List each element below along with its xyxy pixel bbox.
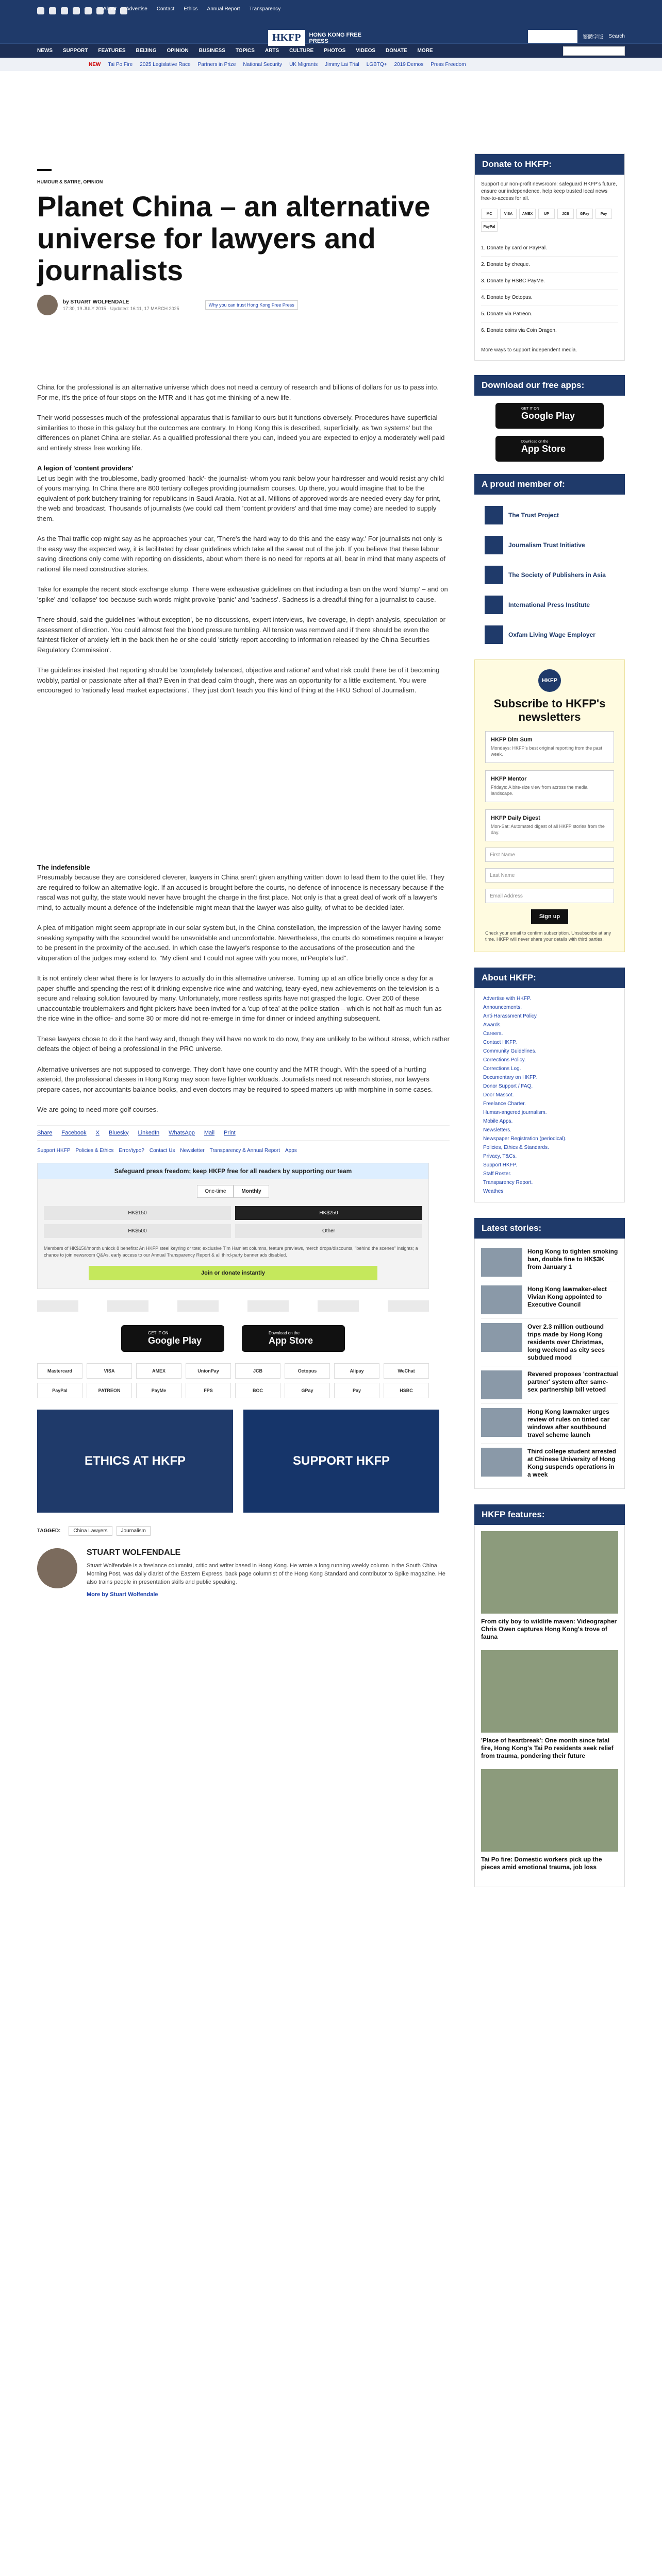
tab-monthly[interactable]: Monthly	[234, 1185, 269, 1198]
about-link[interactable]: Weathes	[483, 1189, 504, 1194]
whatsapp-share[interactable]: WhatsApp	[169, 1129, 195, 1136]
badge-big: App Store	[269, 1335, 313, 1346]
story-title: Revered proposes 'contractual partner' system after same-sex partnership bill vetoed	[527, 1370, 618, 1393]
more-ways-link[interactable]: More ways to support independent media.	[481, 347, 577, 353]
top-right	[528, 30, 625, 43]
trending-link[interactable]: LGBTQ+	[366, 61, 387, 67]
app-store-button[interactable]	[242, 1325, 345, 1352]
top-link[interactable]: Transparency	[249, 6, 281, 12]
nav-item[interactable]: BEIJING	[136, 48, 157, 54]
trending-link[interactable]: Tai Po Fire	[108, 61, 133, 67]
mail-share[interactable]: Mail	[204, 1129, 215, 1136]
paragraph: Let us begin with the troublesome, badly groomed 'hack'- the journalist- whom you rank below your hairdresser and would resist any child of yours marrying. In China there are 800 tertiary colleges providing journalism courses. Up there, you would imagine that to be the equivalent of pork butchery training for republicans in Saudi Arabia. Not at all. Millions of approved words are needed every day for print, the web and broadcast. Thousands of journalists (we could call them 'content providers' and that time may come) are needed to supply them.	[37, 474, 444, 522]
about-link[interactable]: Policies, Ethics & Standards.	[483, 1145, 549, 1150]
about-link[interactable]: Staff Roster.	[483, 1171, 511, 1177]
nav-item[interactable]: SUPPORT	[63, 48, 88, 54]
top-link[interactable]: Advertise	[126, 6, 147, 12]
about-link[interactable]: Transparency Report.	[483, 1180, 533, 1185]
author-avatar	[37, 295, 58, 315]
support-hkfp-button[interactable]: SUPPORT HKFP	[528, 30, 577, 43]
trending-link[interactable]: UK Migrants	[289, 61, 318, 67]
amount-options	[44, 1206, 422, 1238]
newsletter-name: HKFP Dim Sum	[491, 737, 533, 743]
story-thumbnail	[481, 1448, 522, 1477]
about-link[interactable]: Door Mascot.	[483, 1092, 514, 1098]
paragraph: Presumably because they are considered cleverer, lawyers in China aren't given anything written down to lead them to the quiet life. They are required to follow an alternative logic. If an accused is brought before the courts, no defence of innocence is necessary because if the rascal was not guilty, the state would never have brought the charge in the first place. Not only is that a great deal of work off a lawyer's mind, to actually mount a defence of the indefensible might mean that the lawyer was also guilty, of what to be decided later.	[37, 873, 444, 911]
nav-item[interactable]: OPINION	[167, 48, 189, 54]
newsletter-desc: Fridays: A bite-size view from across the media landscape.	[491, 785, 588, 796]
facebook-icon[interactable]	[37, 7, 44, 14]
newsletter-signup	[474, 659, 625, 952]
org-name: The Society of Publishers in Asia	[508, 571, 606, 579]
payment-icon[interactable]: BOC	[235, 1383, 280, 1398]
org-name: Journalism Trust Initiative	[508, 541, 585, 549]
app-store-button[interactable]	[495, 436, 604, 462]
paragraph: There should, said the guidelines 'without exception', be no discussions, expert interviews, live coverage, in-depth analysis, speculation or assessment of direction. You could almost feel the blood pressure tumbling. All tension was removed and if there should be even the faintest flicker of anxiety left in the back then he or she could 'strictly report according to information released by the China Securities Regulatory Commission'.	[37, 616, 445, 654]
nav-item[interactable]: VIDEOS	[356, 48, 376, 54]
share-bar	[37, 1125, 450, 1141]
paragraph: Their world possesses much of the professional apparatus that is familiar to ours but it functions obversely. Procedures have superficial similarities to those in this galaxy but the outcomes are contrary. In Hong Kong this is described, superficially, as 'two systems' but the differences on planet China are stellar. As a qualified professional there you can, indeed you are expected to enjoy a moderately well paid and entirely stress free working life.	[37, 414, 445, 452]
payment-icon[interactable]: PATREON	[87, 1383, 132, 1398]
more-by-author-link[interactable]: More by Stuart Wolfendale	[87, 1591, 158, 1598]
story-title: Hong Kong to tighten smoking ban, double fine to HK$3K from January 1	[527, 1248, 618, 1270]
newsletter-name: HKFP Daily Digest	[491, 815, 540, 821]
about-link[interactable]: Documentary on HKFP.	[483, 1075, 537, 1080]
member-org[interactable]	[485, 625, 615, 644]
card-icon: GPay	[576, 209, 593, 219]
payment-icon[interactable]: VISA	[87, 1363, 132, 1379]
newsletter-option[interactable]	[485, 809, 614, 841]
badge-big: Google Play	[148, 1335, 202, 1346]
top-bar	[0, 0, 662, 43]
apps-title: Download our free apps:	[474, 375, 625, 396]
story-title: Hong Kong lawmaker-elect Vivian Kong appointed to Executive Council	[527, 1285, 607, 1308]
payment-icon[interactable]: JCB	[235, 1363, 280, 1379]
paragraph: Alternative universes are not supposed to converge. They don't have one country and the MTR though. With the speed of a hurtling asteroid, the professional classes in Hong Kong may soon have lighter workloads. Journalists need not research stories, nor lawyers prepare cases, nor accountants balance books, and even doctors may be required to speed matters up with morphine in some cases.	[37, 1065, 433, 1093]
footer-link[interactable]: Support HKFP	[37, 1147, 71, 1154]
card-icon: Pay	[595, 209, 612, 219]
tab-one-time[interactable]: One-time	[197, 1185, 234, 1198]
footer-link[interactable]: Newsletter	[180, 1147, 205, 1154]
x-share[interactable]: X	[95, 1129, 100, 1136]
newsletter-desc: Mondays: HKFP's best original reporting from the past week.	[491, 745, 602, 757]
donation-methods	[481, 240, 618, 338]
author-box-name[interactable]: STUART WOLFENDALE	[87, 1548, 181, 1557]
about-link[interactable]: Donor Support / FAQ.	[483, 1083, 533, 1089]
trending-link[interactable]: National Security	[243, 61, 283, 67]
feature-story[interactable]	[481, 1650, 618, 1760]
about-link[interactable]: Newsletters.	[483, 1127, 512, 1133]
payment-icon[interactable]: FPS	[186, 1383, 231, 1398]
badge-big: App Store	[521, 444, 566, 454]
nav-item[interactable]: ARTS	[264, 48, 279, 54]
footer-link[interactable]: Transparency & Annual Report	[209, 1147, 280, 1154]
member-org[interactable]	[485, 536, 615, 554]
author-photo	[37, 1548, 77, 1588]
search-input[interactable]	[563, 46, 625, 56]
about-title: About HKFP:	[474, 968, 625, 988]
footer-link[interactable]: Apps	[285, 1147, 297, 1154]
nav-item[interactable]: MORE	[417, 48, 433, 54]
donate-text[interactable]: Support our non-profit newsroom: safeguard HKFP's future, ensure our independence, help keep trusted local news free-to-access for all.	[481, 181, 617, 201]
about-link[interactable]: Announcements.	[483, 1005, 522, 1010]
member-org[interactable]	[485, 506, 615, 524]
donation-method[interactable]: 4. Donate by Octopus.	[481, 290, 618, 306]
share-link[interactable]: Share	[37, 1129, 53, 1136]
feature-story[interactable]	[481, 1531, 618, 1641]
bluesky-share[interactable]: Bluesky	[109, 1129, 129, 1136]
ethics-banner[interactable]: ETHICS AT HKFP	[37, 1410, 233, 1513]
donate-button[interactable]: Join or donate instantly	[89, 1266, 377, 1280]
hkfp-badge: HKFP	[538, 669, 561, 692]
org-logo	[485, 566, 503, 584]
search-link[interactable]: Search	[608, 33, 625, 39]
nav-item[interactable]: DONATE	[386, 48, 407, 54]
payment-icon[interactable]: AMEX	[136, 1363, 181, 1379]
first-name-field[interactable]: First Name	[485, 848, 614, 862]
payment-icon[interactable]: GPay	[285, 1383, 330, 1398]
nav-item[interactable]: BUSINESS	[198, 48, 225, 54]
paragraph: We are going to need more golf courses.	[37, 1106, 158, 1113]
member-logo[interactable]	[177, 1300, 219, 1312]
title-rule	[37, 169, 52, 171]
payment-icon[interactable]: UnionPay	[186, 1363, 231, 1379]
badge-small: GET IT ON	[148, 1330, 169, 1335]
about-link[interactable]: Advertise with HKFP.	[483, 996, 532, 1002]
newsletter-desc: Mon-Sat: Automated digest of all HKFP stories from the day.	[491, 824, 605, 835]
member-logo[interactable]	[107, 1300, 148, 1312]
badge-small: Download on the	[521, 440, 549, 444]
org-logo	[485, 596, 503, 614]
card-logos	[481, 209, 618, 232]
donation-method[interactable]: 6. Donate coins via Coin Dragon.	[481, 328, 557, 333]
donation-heading: Safeguard press freedom; keep HKFP free for all readers by supporting our team	[38, 1163, 428, 1179]
card-icon: JCB	[557, 209, 574, 219]
trending-link[interactable]: 2025 Legislative Race	[140, 61, 191, 67]
payment-icon[interactable]: Alipay	[334, 1363, 379, 1379]
member-title: A proud member of:	[474, 474, 625, 495]
donation-method[interactable]: 5. Donate via Patreon.	[481, 306, 618, 323]
new-label: NEW	[89, 61, 101, 67]
footer-link[interactable]: Contact Us	[149, 1147, 175, 1154]
newsletter-name: HKFP Mentor	[491, 776, 527, 782]
member-org[interactable]	[485, 566, 615, 584]
nav-item[interactable]: PHOTOS	[324, 48, 346, 54]
org-name: The Trust Project	[508, 512, 559, 519]
latest-story[interactable]	[481, 1281, 618, 1319]
facebook-share[interactable]: Facebook	[61, 1129, 87, 1136]
top-link[interactable]: About	[103, 6, 117, 12]
newsletter-option[interactable]	[485, 770, 614, 802]
promo-banners	[37, 1410, 450, 1513]
trending-bar	[0, 58, 662, 71]
payment-icon[interactable]: PayMe	[136, 1383, 181, 1398]
badge-small: GET IT ON	[521, 407, 539, 411]
logo-mark: HKFP	[268, 30, 305, 46]
member-logo[interactable]	[247, 1300, 289, 1312]
paragraph: Take for example the recent stock exchange slump. There were exhaustive guidelines on that including a ban on the word 'slump' – and on 'spike' and 'collapse' too because such words might provoke 'panic' and 'sadness'. Sadness is a dreadful thing for a journalist to cause.	[37, 585, 448, 603]
top-link[interactable]: Ethics	[184, 6, 198, 12]
x-icon[interactable]	[49, 7, 56, 14]
about-link[interactable]: Support HKFP.	[483, 1162, 517, 1168]
email-field[interactable]: Email Address	[485, 889, 614, 903]
card-icon: AMEX	[519, 209, 536, 219]
about-link[interactable]: Mobile Apps.	[483, 1118, 513, 1124]
about-link[interactable]: Careers.	[483, 1031, 503, 1037]
article-title: Planet China – an alternative universe for lawyers and journalists	[37, 190, 431, 286]
latest-title: Latest stories:	[474, 1218, 625, 1239]
amount-option[interactable]: HK$250	[235, 1206, 422, 1220]
latest-story[interactable]	[481, 1444, 618, 1483]
about-box	[474, 968, 625, 1202]
tags-label: TAGGED:	[37, 1528, 61, 1534]
print-button[interactable]: Print	[224, 1129, 236, 1136]
feature-image	[481, 1650, 618, 1733]
byline	[37, 295, 450, 315]
member-logo[interactable]	[37, 1300, 78, 1312]
donation-method[interactable]: 2. Donate by cheque.	[481, 257, 618, 273]
paragraph: These lawyers chose to do it the hard way and, though they will have no work to do now, they are unlikely to be without stress, which rather defeats the object of being a professional in the PRC universe.	[37, 1035, 450, 1053]
sidebar	[474, 71, 625, 1887]
payment-icon[interactable]: Octopus	[285, 1363, 330, 1379]
payment-icon[interactable]: WeChat	[384, 1363, 429, 1379]
features-title: HKFP features:	[474, 1504, 625, 1525]
footer-link[interactable]: Policies & Ethics	[75, 1147, 114, 1154]
nav-item[interactable]: CULTURE	[289, 48, 314, 54]
donate-title: Donate to HKFP:	[475, 154, 624, 175]
author-bio: Stuart Wolfendale is a freelance columnist, critic and writer based in Hong Kong. He wrote a long running weekly column in the South China Morning Post, was daily diarist of the Eastern Express, back page columnist of the Hong Kong Standard and contributor to Spike magazine. He also trains people in presentation skills and public speaking.	[87, 1562, 445, 1585]
feature-story[interactable]	[481, 1769, 618, 1871]
sign-up-button[interactable]: Sign up	[531, 909, 568, 924]
top-links	[103, 6, 280, 12]
feature-title: Tai Po fire: Domestic workers pick up the pieces amid emotional trauma, job loss	[481, 1856, 602, 1871]
about-link[interactable]: Contact HKFP.	[483, 1040, 517, 1045]
paragraph: China for the professional is an alternative universe which does not need a century of research and billions of dollars for us to pass into. For me, it's the price of four stops on the MTR and it has got me thinking of a new life.	[37, 383, 439, 401]
org-name: Oxfam Living Wage Employer	[508, 631, 595, 638]
feature-title: From city boy to wildlife maven: Videographer Chris Owen captures Hong Kong's trove of fauna	[481, 1618, 617, 1640]
about-link[interactable]: Privacy, T&Cs.	[483, 1154, 517, 1159]
linkedin-share[interactable]: LinkedIn	[138, 1129, 160, 1136]
latest-story[interactable]	[481, 1404, 618, 1444]
paragraph: It is not entirely clear what there is for lawyers to actually do in this alternative universe. Turning up at an office briefly once a day for a paper shuffle and spending the rest of it drinking expensive rice wine and watching, teary-eyed, new achievements on the television is a secure and relaxing solution favoured by many. Unfortunately, more restless spirits have not grasped the logic. Over 200 of these unaccountable troublemakers and fight-pickers have been invited for a 'cup of tea' at the police station – which is not half as much fun as the rice wine in the office- and some 30 or more did not re-emerge in time for dinner or indeed anything subsequent.	[37, 974, 442, 1022]
card-icon: MC	[481, 209, 498, 219]
support-banner[interactable]: SUPPORT HKFP	[243, 1410, 439, 1513]
paragraph: A plea of mitigation might seem appropriate in our solar system but, in the China constellation, the impression of the lawyer having some sneaking sympathy with the scoundrel would be unavoidable and uncomfortable. Nevertheless, the courts do sometimes require a lawyer to be present in the proximity of the accused. In which case the lawyer's response to the accusations of the prosecution and the vituperation of the judges may extend to, "My client and I could not agree with you more, m'People's lud".	[37, 924, 444, 962]
nav-item[interactable]: TOPICS	[235, 48, 255, 54]
about-link[interactable]: Anti-Harassment Policy.	[483, 1013, 538, 1019]
member-benefits: Members of HK$150/month unlock 8 benefits: An HKFP steel keyring or tote; exclusive Tim Hamlett columns, feature previews, merch drops/discounts, "behind the scenes" insights; a chance to join newsroom Q&As, early access to our Annual Transparency Report & all third-party banner ads disabled.	[44, 1245, 418, 1258]
org-logo	[485, 536, 503, 554]
trust-link[interactable]: Why you can trust Hong Kong Free Press	[205, 300, 298, 310]
payment-methods	[37, 1363, 429, 1398]
ad-space	[37, 706, 450, 860]
tags	[37, 1526, 450, 1536]
about-link[interactable]: Freelance Charter.	[483, 1101, 526, 1107]
features-box	[474, 1504, 625, 1887]
donate-box	[474, 154, 625, 361]
story-thumbnail	[481, 1248, 522, 1277]
story-title: Over 2.3 million outbound trips made by Hong Kong residents over Christmas, long weekend as city sees subdued mood	[527, 1323, 605, 1361]
nav-item[interactable]: FEATURES	[98, 48, 126, 54]
footer-link[interactable]: Error/typo?	[119, 1147, 144, 1154]
org-name: International Press Institute	[508, 601, 590, 608]
google-play-button[interactable]	[121, 1325, 224, 1352]
trending-link[interactable]: Jimmy Lai Trial	[325, 61, 359, 67]
latest-box	[474, 1218, 625, 1489]
feature-image	[481, 1769, 618, 1852]
story-title: Hong Kong lawmaker urges review of rules on tinted car windows after southbound travel scheme launch	[527, 1408, 610, 1438]
feature-title: 'Place of heartbreak': One month since fatal fire, Hong Kong's Tai Po residents seek relief from trauma, pondering their future	[481, 1737, 614, 1759]
member-logo[interactable]	[388, 1300, 429, 1312]
badge-small: Download on the	[269, 1330, 300, 1335]
about-link[interactable]: Awards.	[483, 1022, 502, 1028]
donation-method[interactable]: 3. Donate by HSBC PayMe.	[481, 273, 618, 290]
logo-name: HONG KONG FREE PRESS	[309, 31, 361, 44]
category[interactable]: HUMOUR & SATIRE, OPINION	[37, 179, 103, 184]
org-logo	[485, 506, 503, 524]
subheading: A legion of 'content providers'	[37, 464, 134, 472]
app-store-badges	[37, 1325, 429, 1352]
about-link[interactable]: Corrections Policy.	[483, 1057, 526, 1063]
author-box	[37, 1548, 450, 1598]
about-link[interactable]: Corrections Log.	[483, 1066, 521, 1072]
footer-links	[37, 1148, 450, 1154]
donation-method[interactable]: 1. Donate by card or PayPal.	[481, 240, 618, 257]
nav-item[interactable]: NEWS	[37, 48, 53, 54]
article	[37, 71, 450, 1598]
linkedin-icon[interactable]	[85, 7, 92, 14]
story-title: Third college student arrested at Chinese University of Hong Kong suspends operations in a week	[527, 1448, 617, 1478]
latest-story[interactable]	[481, 1319, 618, 1366]
subheading: The indefensible	[37, 863, 90, 871]
org-logo	[485, 625, 503, 644]
latest-story[interactable]	[481, 1244, 618, 1281]
publish-date: 17:30, 19 JULY 2015 · Updated: 16:11, 17 MARCH 2025	[63, 306, 179, 311]
member-logo[interactable]	[318, 1300, 359, 1312]
frequency-tabs	[38, 1185, 428, 1198]
feature-image	[481, 1531, 618, 1614]
paragraph: The guidelines insisted that reporting should be 'completely balanced, objective and rational' and what risk could there be of it becoming wobbly, partial or passionate after all that? Even in that dead calm though, there was an opportunity for a little excitement. You were encouraged to 'rationally lead market expectations'. They just don't teach you this kind of thing at the HKU School of Journalism.	[37, 666, 440, 694]
tag[interactable]: Journalism	[117, 1526, 151, 1536]
threads-icon[interactable]	[96, 7, 104, 14]
payment-icon[interactable]: Mastercard	[37, 1363, 82, 1379]
card-icon: UP	[538, 209, 555, 219]
subscribe-title: Subscribe to HKFP's newsletters	[493, 697, 606, 723]
tag[interactable]: China Lawyers	[69, 1526, 112, 1536]
trending-link[interactable]: 2019 Demos	[394, 61, 424, 67]
story-thumbnail	[481, 1323, 522, 1352]
language-link[interactable]: 繁體字版	[583, 35, 604, 40]
story-thumbnail	[481, 1285, 522, 1314]
top-link[interactable]: Contact	[156, 6, 175, 12]
payment-icon[interactable]: PayPal	[37, 1383, 82, 1398]
member-logos	[37, 1300, 429, 1312]
member-org[interactable]	[485, 596, 615, 614]
author-name[interactable]: by STUART WOLFENDALE	[63, 299, 129, 305]
payment-icon[interactable]: HSBC	[384, 1383, 429, 1398]
amount-option[interactable]: HK$500	[44, 1224, 231, 1238]
payment-icon[interactable]: Pay	[334, 1383, 379, 1398]
card-icon: PayPal	[481, 222, 498, 232]
newsletter-option[interactable]	[485, 731, 614, 763]
paragraph: As the Thai traffic cop might say as he approaches your car, 'There's the hard way to do this and the easy way.' For journalists not only is the easy way the expected way, it is facilitated by clear guidelines which take all the sweat out of the job. If you believe that these labour saving directions only come with reporting on dissidents, about whom there is no need for reports at all, bear in mind that many aspects of national life need constructive stories.	[37, 535, 445, 573]
site-logo[interactable]	[268, 30, 366, 46]
about-link[interactable]: Community Guidelines.	[483, 1048, 537, 1054]
story-thumbnail	[481, 1370, 522, 1399]
article-body	[37, 382, 450, 1115]
last-name-field[interactable]: Last Name	[485, 868, 614, 883]
trending-link[interactable]: Partners in Prize	[197, 61, 236, 67]
top-link[interactable]: Annual Report	[207, 6, 240, 12]
about-link[interactable]: Human-angered journalism.	[483, 1110, 547, 1115]
google-play-button[interactable]	[495, 403, 604, 429]
story-thumbnail	[481, 1408, 522, 1437]
youtube-icon[interactable]	[73, 7, 80, 14]
trending-link[interactable]: Press Freedom	[431, 61, 466, 67]
latest-story[interactable]	[481, 1366, 618, 1404]
donation-widget	[37, 1163, 429, 1289]
instagram-icon[interactable]	[61, 7, 68, 14]
amount-option[interactable]: HK$150	[44, 1206, 231, 1220]
signup-fine-print: Check your email to confirm subscription. Unsubscribe at any time. HKFP will never share your details with third parties.	[485, 930, 611, 942]
badge-big: Google Play	[521, 411, 575, 421]
card-icon: VISA	[500, 209, 517, 219]
about-link[interactable]: Newspaper Registration (periodical).	[483, 1136, 567, 1142]
amount-option[interactable]: Other	[235, 1224, 422, 1238]
